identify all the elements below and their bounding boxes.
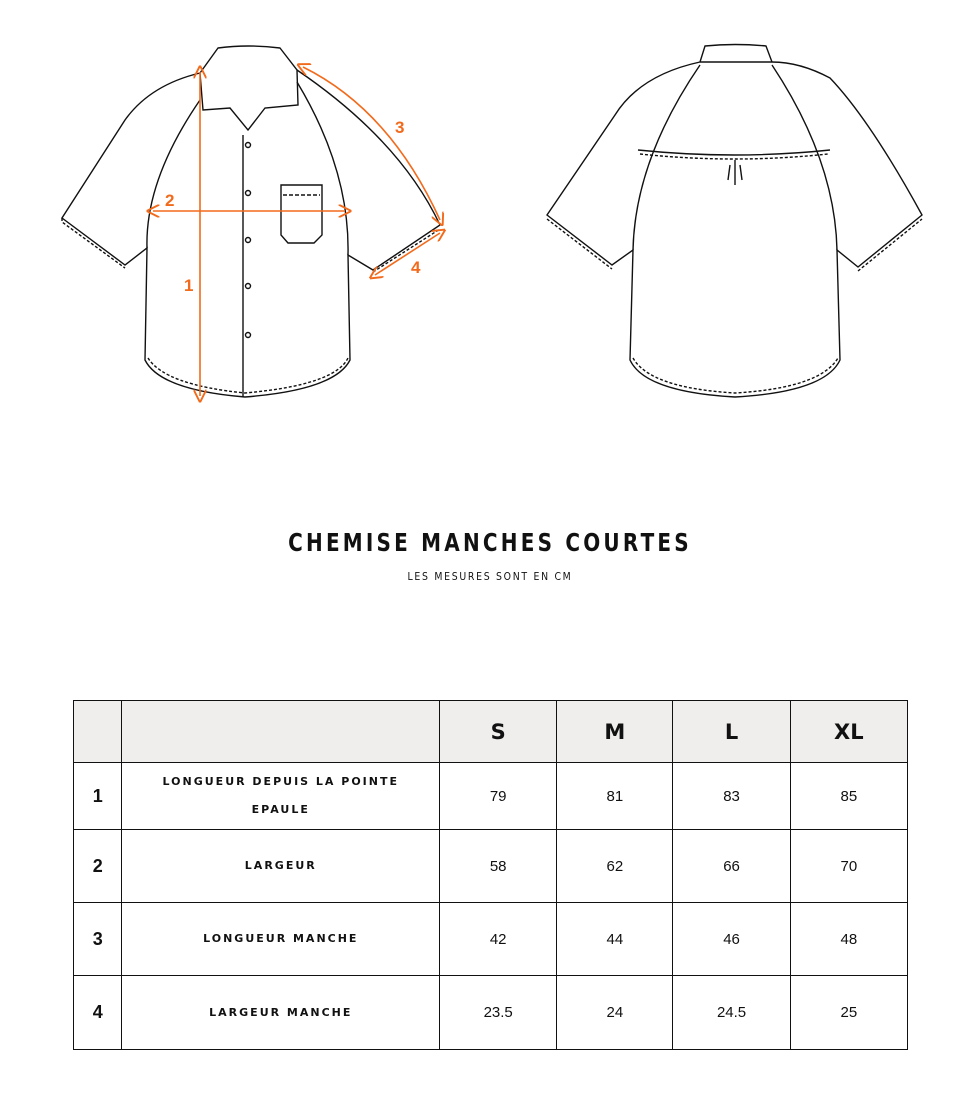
row-number: 2 [74, 830, 122, 903]
cell-value: 48 [790, 903, 907, 976]
row-label: LARGEUR [122, 830, 440, 903]
cell-value: 58 [440, 830, 557, 903]
table-row [74, 763, 908, 830]
cell-value: 66 [673, 830, 790, 903]
marker-3: 3 [395, 118, 405, 137]
cell-value: 24.5 [673, 976, 790, 1050]
table-row [74, 903, 908, 976]
table-row [74, 830, 908, 903]
cell-value: 79 [440, 763, 557, 830]
header-size-s: S [440, 701, 557, 763]
header-size-m: M [557, 701, 673, 763]
cell-value: 81 [557, 763, 673, 830]
row-number: 1 [74, 763, 122, 830]
cell-value: 44 [557, 903, 673, 976]
cell-value: 70 [790, 830, 907, 903]
table-header-row [74, 701, 908, 763]
row-number: 3 [74, 903, 122, 976]
header-size-xl: XL [790, 701, 907, 763]
page-title: CHEMISE MANCHES COURTES [288, 528, 692, 557]
marker-2: 2 [165, 191, 175, 210]
row-number: 4 [74, 976, 122, 1050]
cell-value: 46 [673, 903, 790, 976]
measurement-arrows [153, 67, 440, 396]
row-label: LONGUEUR MANCHE [122, 903, 440, 976]
header-cell [122, 701, 440, 763]
cell-value: 42 [440, 903, 557, 976]
shirt-diagrams [0, 0, 980, 420]
row-label: LONGUEUR DEPUIS LA POINTE EPAULE [122, 763, 440, 830]
cell-value: 62 [557, 830, 673, 903]
page-subtitle: LES MESURES SONT EN CM [407, 570, 573, 583]
marker-4: 4 [411, 258, 421, 277]
shirt-front-drawing [62, 46, 440, 397]
cell-value: 83 [673, 763, 790, 830]
header-cell [74, 701, 122, 763]
table-row [74, 976, 908, 1050]
header-size-l: L [673, 701, 790, 763]
row-label: LARGEUR MANCHE [122, 976, 440, 1050]
size-table [73, 700, 908, 1050]
cell-value: 24 [557, 976, 673, 1050]
cell-value: 23.5 [440, 976, 557, 1050]
shirt-back-drawing [547, 45, 922, 398]
cell-value: 85 [790, 763, 907, 830]
marker-1: 1 [184, 276, 194, 295]
cell-value: 25 [790, 976, 907, 1050]
